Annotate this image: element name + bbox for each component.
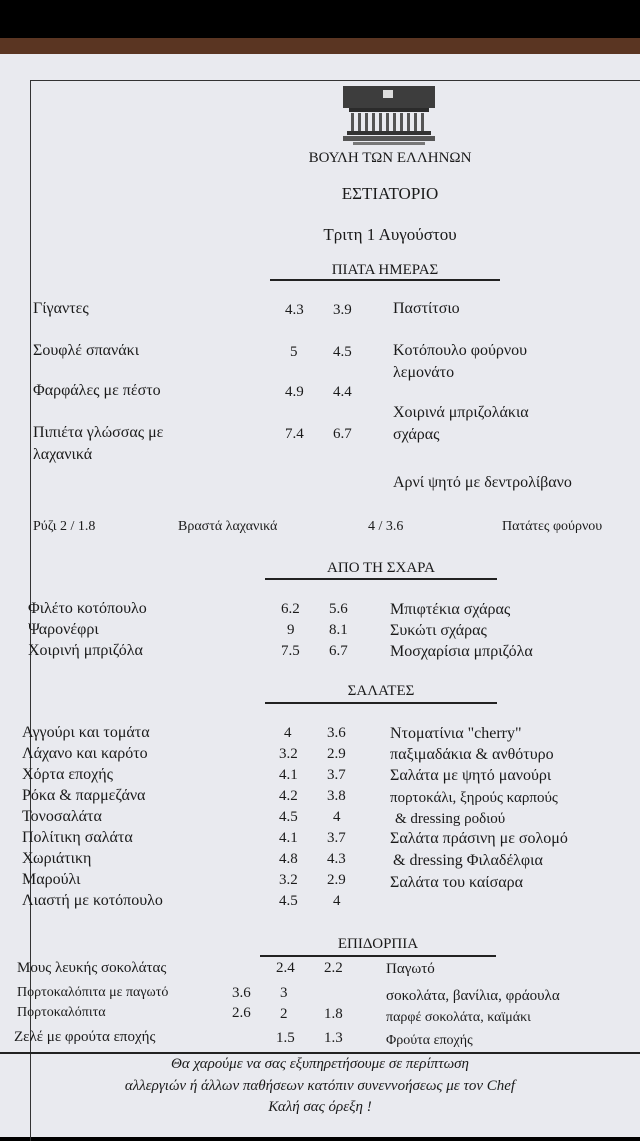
salad-item: Πολίτικη σαλάτα — [22, 829, 133, 846]
institution-name: ΒΟΥΛΗ ΤΩΝ ΕΛΛΗΝΩΝ — [308, 150, 472, 166]
price-full: 4.9 — [285, 384, 304, 400]
price-reduced: 4.5 — [333, 344, 352, 360]
dish-name: Πιπιέτα γλώσσας με — [33, 424, 164, 441]
footer-line: Καλή σας όρεξη ! — [268, 1099, 372, 1115]
salad-item: Χόρτα εποχής — [22, 766, 113, 783]
dessert-item: Πορτοκαλόπιτα — [17, 1005, 106, 1020]
dessert-item: σοκολάτα, βανίλια, φράουλα — [386, 988, 560, 1004]
price-reduced: 3.9 — [333, 302, 352, 318]
footer-divider — [0, 1052, 640, 1054]
side-veg-price: 4 / 3.6 — [368, 519, 404, 534]
side-veg: Βραστά λαχανικά — [178, 519, 278, 534]
salad-item: Ρόκα & παρμεζάνα — [22, 787, 146, 804]
price-reduced: 1.3 — [324, 1030, 343, 1046]
dish-name-cont: λεμονάτο — [393, 364, 455, 381]
price-reduced: 3.7 — [327, 830, 346, 846]
price-alt-full: 2.6 — [232, 1005, 251, 1021]
price-full: 4.3 — [285, 302, 304, 318]
restaurant-title: ΕΣΤΙΑΤΟΡΙΟ — [341, 184, 439, 203]
grill-item: Φιλέτο κοτόπουλο — [28, 600, 147, 617]
dish-name-cont: σχάρας — [393, 426, 440, 443]
grill-item: Συκώτι σχάρας — [390, 622, 487, 639]
dessert-item: Ζελέ με φρούτα εποχής — [14, 1029, 156, 1045]
divider — [265, 702, 497, 704]
grill-item: Μοσχαρίσια μπριζόλα — [390, 643, 533, 660]
dish-name: Παστίτσιο — [393, 300, 460, 317]
status-bar — [0, 0, 640, 38]
divider — [260, 955, 496, 957]
price-alt-full: 3.6 — [232, 985, 251, 1001]
price-alt-reduced: 3 — [280, 985, 288, 1001]
footer-line: Θα χαρούμε να σας εξυπηρετήσουμε σε περίπτωση — [170, 1056, 469, 1072]
price-full: 6.2 — [281, 601, 300, 617]
price-full: 4 — [284, 725, 292, 741]
salad-item: & dressing Φιλαδέλφια — [393, 852, 543, 869]
salad-item: & dressing ροδιού — [395, 811, 506, 827]
grill-item: Ψαρονέφρι — [28, 621, 99, 638]
menu-date: Τριτη 1 Αυγούστου — [323, 225, 457, 244]
price-full: 2.4 — [276, 960, 295, 976]
price-reduced: 6.7 — [329, 643, 348, 659]
price-full: 5 — [290, 344, 298, 360]
price-reduced: 3.6 — [327, 725, 346, 741]
dish-name: Γίγαντες — [33, 300, 89, 317]
price-full: 3.2 — [279, 872, 298, 888]
divider — [265, 578, 497, 580]
section-title-grill: ΑΠΟ ΤΗ ΣΧΑΡΑ — [327, 560, 435, 576]
section-title-dishes: ΠΙΑΤΑ ΗΜΕΡΑΣ — [331, 262, 439, 278]
salad-item: πορτοκάλι, ξηρούς καρπούς — [390, 790, 558, 806]
price-reduced: 4.3 — [327, 851, 346, 867]
price-reduced: 8.1 — [329, 622, 348, 638]
salad-item: Σαλάτα πράσινη με σολομό — [390, 830, 568, 847]
price-reduced: 2.9 — [327, 872, 346, 888]
salad-item: Σαλάτα με ψητό μανούρι — [390, 767, 552, 784]
dish-name: Αρνί ψητό με δεντρολίβανο — [393, 474, 572, 491]
side-rice: Ρύζι 2 / 1.8 — [33, 519, 96, 534]
price-reduced: 4 — [333, 893, 341, 909]
price-reduced: 3.7 — [327, 767, 346, 783]
salad-item: Ντοματίνια "cherry" — [390, 725, 522, 742]
price-full: 4.1 — [279, 830, 298, 846]
price-reduced: 4.4 — [333, 384, 352, 400]
dessert-item: Πορτοκαλόπιτα με παγωτό — [17, 985, 169, 1000]
section-title-desserts: ΕΠΙΔΟΡΠΙΑ — [337, 936, 419, 952]
price-reduced: 1.8 — [324, 1006, 343, 1022]
dessert-item: Φρούτα εποχής — [386, 1033, 473, 1048]
price-full: 7.4 — [285, 426, 304, 442]
section-title-salads: ΣΑΛΑΤΕΣ — [347, 683, 415, 699]
salad-item: Τονοσαλάτα — [22, 808, 102, 825]
price-reduced: 2.2 — [324, 960, 343, 976]
dish-name: Κοτόπουλο φούρνου — [393, 342, 528, 359]
price-full: 9 — [287, 622, 295, 638]
dish-name-cont: λαχανικά — [33, 446, 93, 463]
divider — [270, 279, 500, 281]
price-reduced: 6.7 — [333, 426, 352, 442]
dessert-item: Παγωτό — [386, 961, 435, 977]
dish-name: Φαρφάλες με πέστο — [33, 382, 161, 399]
dish-name: Χοιρινά μπριζολάκια — [393, 404, 529, 421]
price-full: 4.5 — [279, 893, 298, 909]
parliament-logo — [343, 86, 435, 146]
salad-item: Μαρούλι — [22, 871, 81, 888]
price-full: 3.2 — [279, 746, 298, 762]
salad-item: Αγγούρι και τομάτα — [22, 724, 150, 741]
salad-item: παξιμαδάκια & ανθότυρο — [390, 746, 554, 763]
price-reduced: 3.8 — [327, 788, 346, 804]
salad-item: Χωριάτικη — [22, 850, 92, 867]
dessert-item: παρφέ σοκολάτα, καϊμάκι — [386, 1010, 531, 1025]
grill-item: Χοιρινή μπριζόλα — [28, 642, 143, 659]
grill-item: Μπιφτέκια σχάρας — [390, 601, 511, 618]
price-full: 4.5 — [279, 809, 298, 825]
price-reduced: 5.6 — [329, 601, 348, 617]
dessert-item: Μους λευκής σοκολάτας — [17, 960, 167, 976]
price-full: 2 — [280, 1006, 288, 1022]
price-full: 4.1 — [279, 767, 298, 783]
price-reduced: 2.9 — [327, 746, 346, 762]
price-full: 4.2 — [279, 788, 298, 804]
price-full: 1.5 — [276, 1030, 295, 1046]
salad-item: Σαλάτα του καίσαρα — [390, 874, 523, 891]
salad-item: Λιαστή με κοτόπουλο — [22, 892, 163, 909]
side-potatoes: Πατάτες φούρνου — [502, 519, 603, 534]
price-reduced: 4 — [333, 809, 341, 825]
salad-item: Λάχανο και καρότο — [22, 745, 148, 762]
dish-name: Σουφλέ σπανάκι — [33, 342, 140, 359]
price-full: 7.5 — [281, 643, 300, 659]
footer-line: αλλεργιών ή άλλων παθήσεων κατόπιν συνεννοήσεως με τον Chef — [124, 1078, 516, 1094]
price-full: 4.8 — [279, 851, 298, 867]
